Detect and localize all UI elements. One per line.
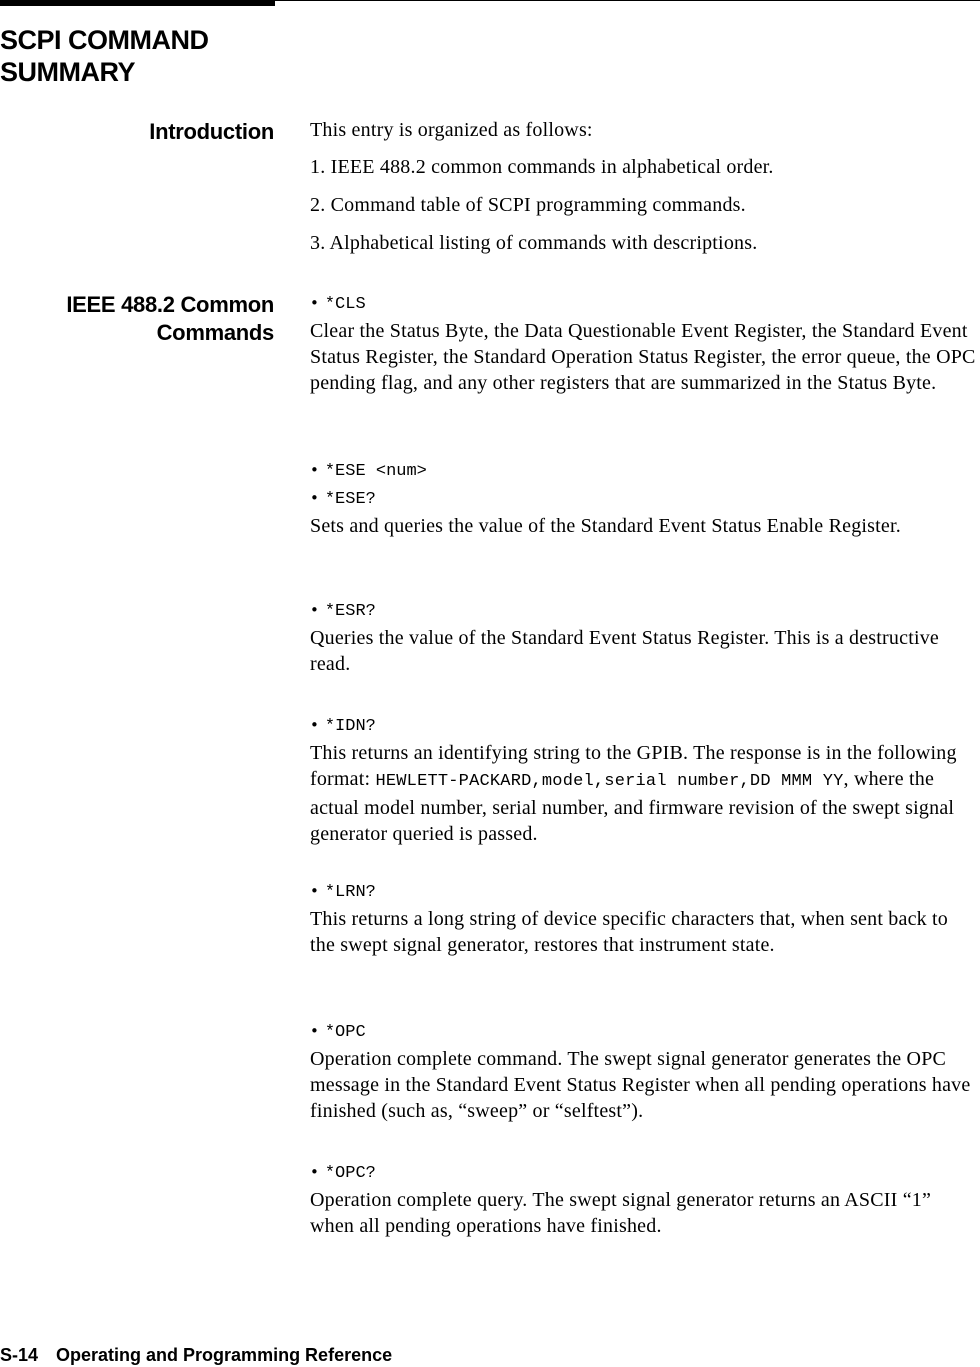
- command-name: *OPC?: [324, 1164, 376, 1183]
- command-entry-opc: [310, 1018, 978, 1124]
- command-entry-esr: [310, 597, 978, 677]
- introduction-item: 2. Command table of SCPI programming commands.: [310, 194, 746, 216]
- bullet-icon: •: [310, 882, 319, 900]
- bullet-icon: •: [310, 1022, 319, 1040]
- common-commands-heading: [0, 291, 274, 347]
- command-name: *CLS: [324, 295, 366, 314]
- command-entry-opc-query: [310, 1159, 978, 1239]
- common-commands-heading-line1: IEEE 488.2 Common: [66, 292, 274, 317]
- bullet-icon: •: [310, 461, 319, 479]
- command-description: [310, 740, 978, 847]
- command-heading: [310, 712, 978, 740]
- header-rule-thin: [275, 0, 980, 1]
- command-description: Clear the Status Byte, the Data Questionable Event Register, the Standard Event Status Register, the Standard Operation Status Register, the error queue, the OPC pending flag, and any other registers that are summarized in the Status Byte.: [310, 320, 976, 394]
- page-title-line1: SCPI COMMAND: [0, 25, 209, 55]
- command-name: *ESR?: [324, 602, 376, 621]
- command-entry-idn: [310, 712, 978, 847]
- command-entry-lrn: [310, 878, 978, 958]
- command-description: Operation complete command. The swept signal generator generates the OPC message in the Standard Event Status Register when all pending operations have finished (such as, “sweep” or “selftest”).: [310, 1048, 971, 1122]
- command-name: *ESE <num>: [324, 462, 427, 481]
- command-heading: [310, 597, 978, 625]
- command-heading: [310, 1159, 978, 1187]
- bullet-icon: •: [310, 601, 319, 619]
- introduction-heading: Introduction: [149, 119, 274, 144]
- command-heading: [310, 457, 978, 485]
- command-entry-ese: [310, 457, 978, 539]
- footer-section-title: Operating and Programming Reference: [56, 1345, 393, 1365]
- header-rule-thick: [0, 0, 275, 6]
- command-description: This returns a long string of device specific characters that, when sent back to the swept signal generator, restores that instrument state.: [310, 908, 949, 956]
- bullet-icon: •: [310, 716, 319, 734]
- common-commands-heading-line2: Commands: [156, 320, 274, 345]
- command-name: *LRN?: [324, 883, 376, 902]
- bullet-icon: •: [310, 1163, 319, 1181]
- introduction-lead: This entry is organized as follows:: [310, 119, 593, 141]
- bullet-icon: •: [310, 489, 319, 507]
- command-heading: [310, 878, 978, 906]
- page-footer: [0, 1343, 392, 1367]
- command-heading: [310, 290, 978, 318]
- command-entry-cls: [310, 290, 978, 396]
- bullet-icon: •: [310, 294, 319, 312]
- command-name: *OPC: [324, 1023, 366, 1042]
- command-name: *IDN?: [324, 717, 376, 736]
- command-description: Sets and queries the value of the Standard Event Status Enable Register.: [310, 515, 901, 537]
- footer-page-number: S-14: [0, 1345, 39, 1365]
- command-description: Queries the value of the Standard Event Status Register. This is a destructive read.: [310, 627, 939, 675]
- command-heading: [310, 485, 978, 513]
- command-name: *ESE?: [324, 490, 376, 509]
- idn-response-format: HEWLETT-PACKARD,model,serial number,DD MMM YY: [375, 772, 844, 791]
- command-heading: [310, 1018, 978, 1046]
- page-title-line2: SUMMARY: [0, 57, 135, 87]
- idn-description-pre: This returns an identifying string to the GPIB. The response is in the following format:: [310, 742, 957, 790]
- page-title: [0, 24, 209, 88]
- command-description: Operation complete query. The swept signal generator returns an ASCII “1” when all pending operations have finished.: [310, 1189, 932, 1237]
- introduction-item: 1. IEEE 488.2 common commands in alphabetical order.: [310, 156, 774, 178]
- introduction-item: 3. Alphabetical listing of commands with descriptions.: [310, 232, 758, 254]
- idn-description-post: , where the actual model number, serial number, and firmware revision of the swept signal generator queried is passed.: [310, 768, 955, 845]
